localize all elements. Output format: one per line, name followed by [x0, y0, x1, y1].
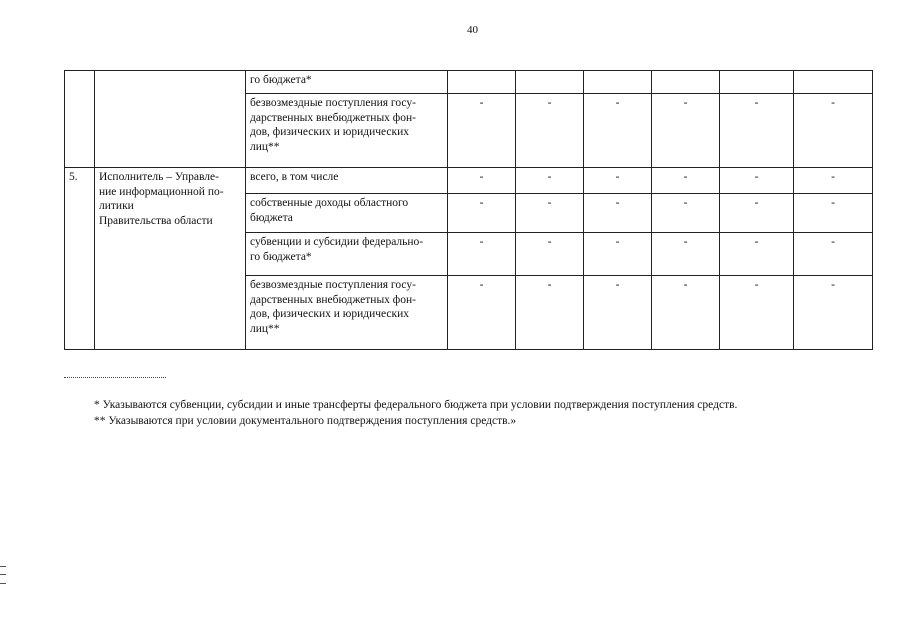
page-number: 40: [467, 24, 478, 36]
source-line: дов, физических и юридических: [250, 308, 410, 320]
source-line: безвозмездные поступления госу-: [250, 279, 416, 291]
value-cell: -: [448, 194, 516, 233]
table-row: [65, 71, 873, 94]
source-line: бюджета: [250, 211, 293, 224]
footnote-1: * Указываются субвенции, субсидии и иные трансферты федерального бюджета при условии подтверждения поступления средств.: [94, 399, 738, 411]
value-cell: -: [448, 233, 516, 276]
value-cell: -: [448, 168, 516, 194]
value-cell: -: [584, 168, 652, 194]
source-cell: [246, 71, 448, 94]
source-line: субвенции и субсидии федерально-: [250, 236, 424, 248]
source-cell: [246, 276, 448, 350]
source-cell: [246, 168, 448, 194]
value-cell: -: [516, 94, 584, 168]
value-cell: -: [720, 276, 794, 350]
source-line: го бюджета*: [250, 250, 312, 263]
value-cell: -: [516, 233, 584, 276]
executor-line: ние информационной по-: [99, 185, 224, 198]
source-cell: [246, 94, 448, 168]
value-cell: [448, 71, 516, 94]
executor-line: Исполнитель – Управле-: [99, 171, 219, 183]
value-cell: -: [448, 94, 516, 168]
footnote-separator: [64, 377, 166, 378]
executor-cell: [95, 71, 246, 168]
value-cell: -: [516, 276, 584, 350]
source-line: дарственных внебюджетных фон-: [250, 111, 416, 124]
value-cell: -: [516, 168, 584, 194]
value-cell: -: [652, 233, 720, 276]
number-cell: 5.: [65, 168, 95, 350]
value-cell: -: [448, 276, 516, 350]
source-line: лиц**: [250, 140, 280, 153]
executor-line: литики: [99, 200, 134, 212]
source-text: го бюджета*: [250, 74, 312, 86]
value-cell: [516, 71, 584, 94]
value-cell: -: [652, 194, 720, 233]
value-cell: -: [720, 94, 794, 168]
value-cell: -: [652, 168, 720, 194]
value-cell: -: [652, 94, 720, 168]
number-cell: [65, 71, 95, 168]
value-cell: -: [794, 276, 873, 350]
value-cell: -: [720, 233, 794, 276]
source-line: безвозмездные поступления госу-: [250, 97, 416, 109]
value-cell: -: [720, 168, 794, 194]
footnote-2: ** Указываются при условии документального подтверждения поступления средств.»: [94, 415, 517, 427]
source-text: всего, в том числе: [250, 171, 339, 183]
value-cell: [584, 71, 652, 94]
source-line: собственные доходы областного: [250, 197, 409, 209]
budget-table: [64, 70, 873, 350]
value-cell: -: [652, 276, 720, 350]
scan-edge-mark: [0, 566, 6, 584]
value-cell: [652, 71, 720, 94]
source-line: дов, физических и юридических: [250, 126, 410, 138]
table-row: [65, 168, 873, 194]
source-cell: [246, 233, 448, 276]
value-cell: [794, 71, 873, 94]
value-cell: -: [794, 233, 873, 276]
source-cell: [246, 194, 448, 233]
value-cell: -: [720, 194, 794, 233]
executor-cell: [95, 168, 246, 350]
value-cell: -: [794, 94, 873, 168]
value-cell: -: [584, 233, 652, 276]
source-line: дарственных внебюджетных фон-: [250, 293, 416, 306]
value-cell: -: [794, 194, 873, 233]
value-cell: -: [584, 194, 652, 233]
value-cell: -: [794, 168, 873, 194]
value-cell: [720, 71, 794, 94]
value-cell: -: [516, 194, 584, 233]
value-cell: -: [584, 276, 652, 350]
executor-line: Правительства области: [99, 214, 213, 227]
source-line: лиц**: [250, 322, 280, 335]
value-cell: -: [584, 94, 652, 168]
